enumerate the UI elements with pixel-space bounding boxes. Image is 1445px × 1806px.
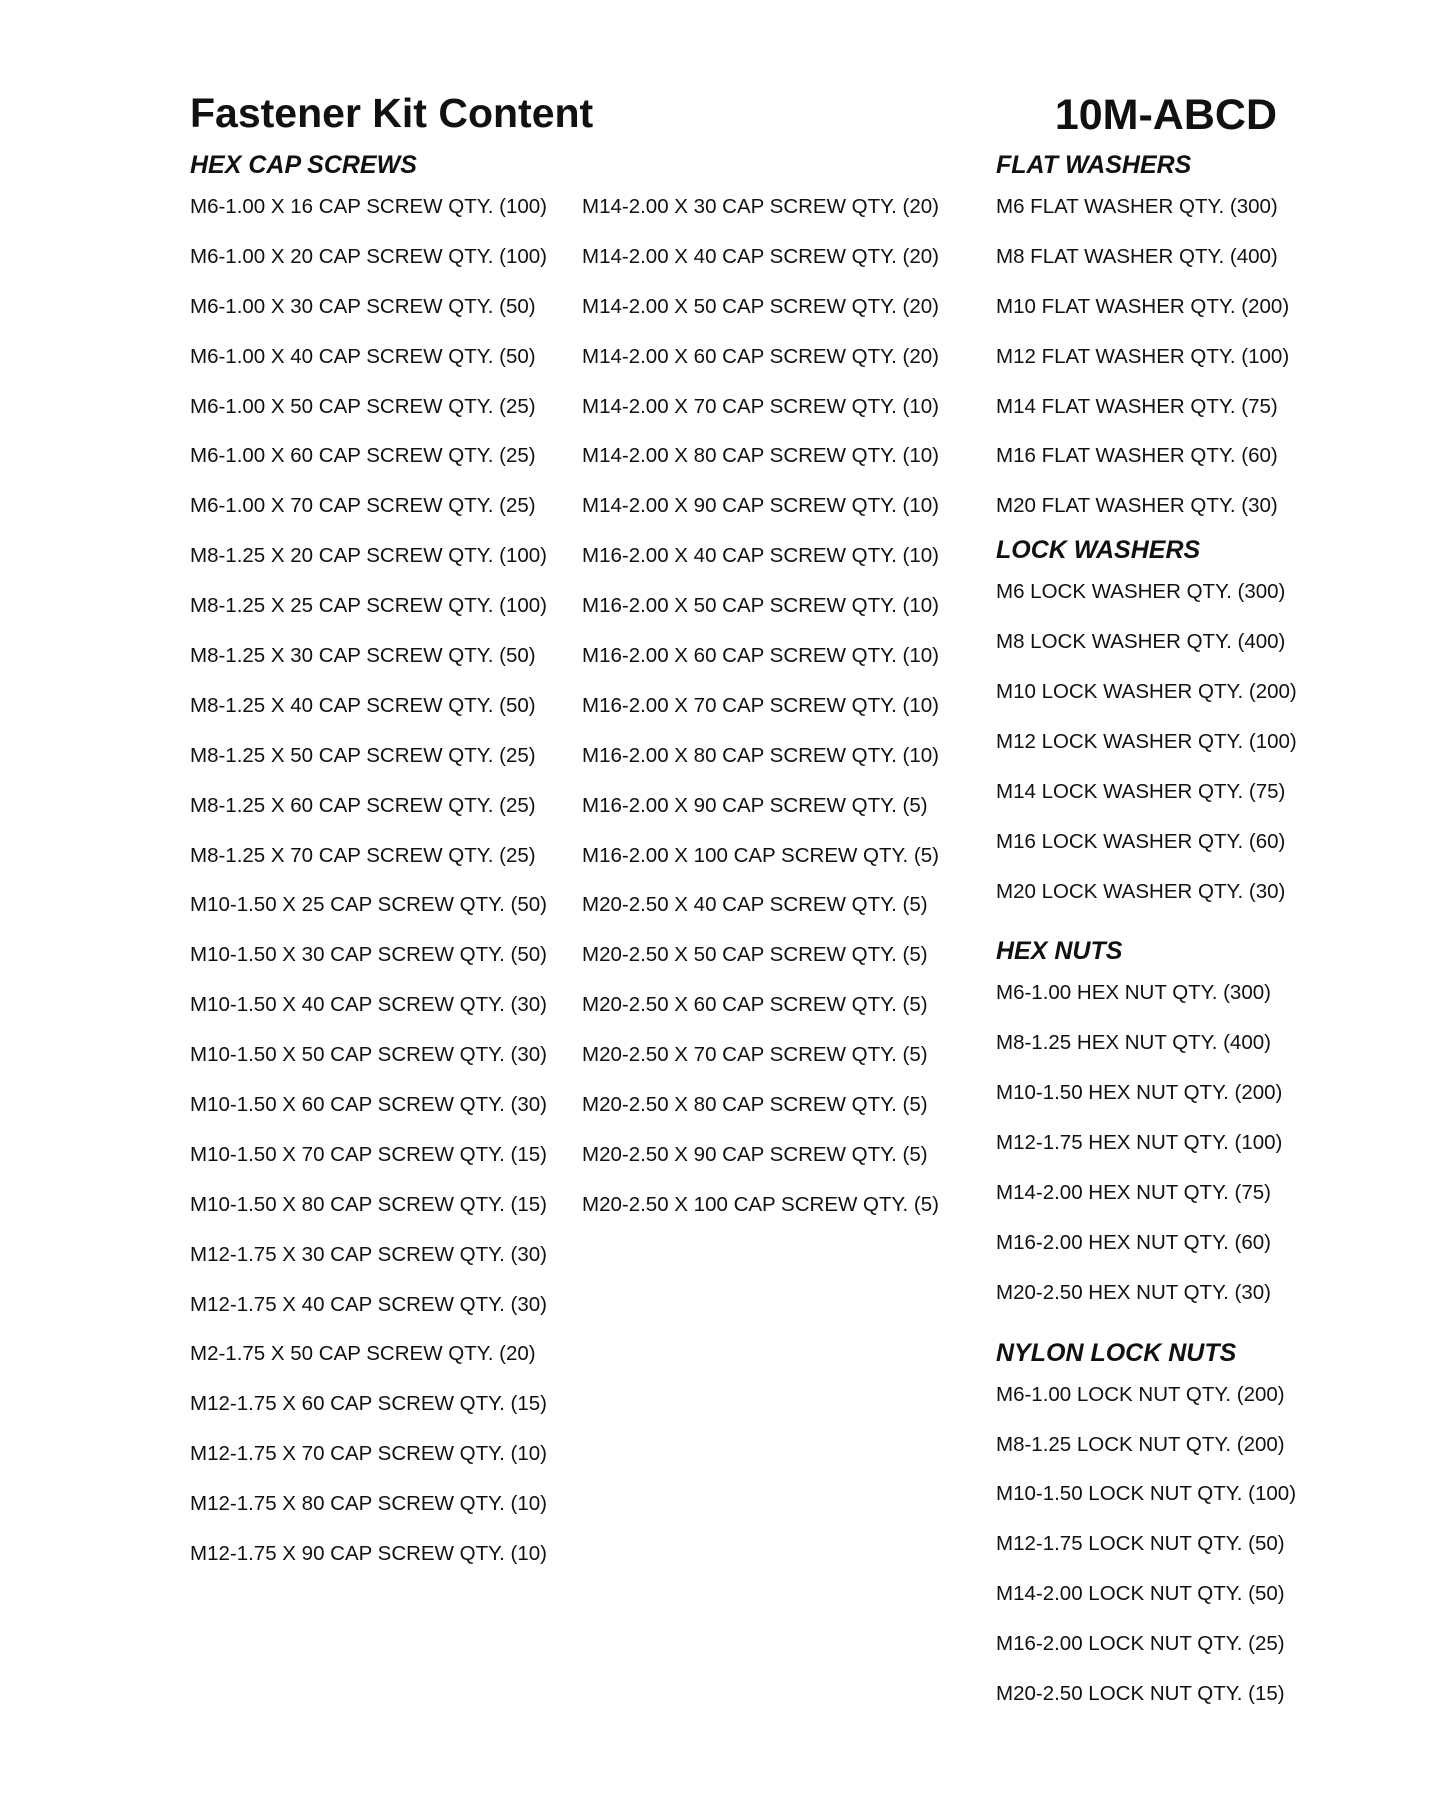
- list-item: M10-1.50 X 25 CAP SCREW QTY. (50): [190, 893, 547, 917]
- list-item: M20-2.50 X 100 CAP SCREW QTY. (5): [582, 1192, 939, 1216]
- list-item: M6 FLAT WASHER QTY. (300): [996, 195, 1278, 218]
- list-item: M14-2.00 LOCK NUT QTY. (50): [996, 1582, 1285, 1606]
- list-item: M12-1.75 X 90 CAP SCREW QTY. (10): [190, 1542, 547, 1566]
- list-item: M8 FLAT WASHER QTY. (400): [996, 244, 1278, 268]
- list-item: M8-1.25 LOCK NUT QTY. (200): [996, 1432, 1285, 1456]
- section-heading-hex-nuts: HEX NUTS: [996, 937, 1123, 966]
- list-item: M6-1.00 HEX NUT QTY. (300): [996, 981, 1271, 1005]
- list-item: M10-1.50 X 80 CAP SCREW QTY. (15): [190, 1192, 547, 1216]
- list-item: M8-1.25 X 25 CAP SCREW QTY. (100): [190, 594, 547, 618]
- section-heading-nylon-lock-nuts: NYLON LOCK NUTS: [996, 1338, 1237, 1367]
- list-item: M12-1.75 HEX NUT QTY. (100): [996, 1131, 1283, 1155]
- list-item: M8-1.25 X 50 CAP SCREW QTY. (25): [190, 743, 536, 767]
- flat-washers-list: [996, 192, 1296, 541]
- list-item: M8-1.25 X 40 CAP SCREW QTY. (50): [190, 693, 536, 717]
- list-item: M6-1.00 X 60 CAP SCREW QTY. (25): [190, 444, 536, 468]
- list-item: M16-2.00 X 80 CAP SCREW QTY. (10): [582, 743, 939, 767]
- list-item: M2-1.75 X 50 CAP SCREW QTY. (20): [190, 1342, 536, 1366]
- list-item: M6-1.00 X 40 CAP SCREW QTY. (50): [190, 344, 536, 368]
- list-item: M8-1.25 HEX NUT QTY. (400): [996, 1031, 1271, 1055]
- list-item: M14-2.00 X 30 CAP SCREW QTY. (20): [582, 195, 939, 218]
- hex-cap-screws-list-1: [190, 192, 570, 1589]
- list-item: M10-1.50 X 70 CAP SCREW QTY. (15): [190, 1142, 547, 1166]
- list-item: M16 LOCK WASHER QTY. (60): [996, 829, 1286, 853]
- list-item: M6-1.00 LOCK NUT QTY. (200): [996, 1382, 1285, 1406]
- list-item: M6-1.00 X 70 CAP SCREW QTY. (25): [190, 494, 536, 518]
- list-item: M14 LOCK WASHER QTY. (75): [996, 779, 1286, 803]
- list-item: M20 LOCK WASHER QTY. (30): [996, 879, 1286, 903]
- list-item: M20-2.50 X 80 CAP SCREW QTY. (5): [582, 1093, 928, 1117]
- hex-cap-screws-list-2: [582, 192, 972, 1240]
- list-item: M20-2.50 X 40 CAP SCREW QTY. (5): [582, 893, 928, 917]
- list-item: M16 FLAT WASHER QTY. (60): [996, 444, 1278, 468]
- list-item: M6-1.00 X 20 CAP SCREW QTY. (100): [190, 244, 547, 268]
- list-item: M16-2.00 X 70 CAP SCREW QTY. (10): [582, 693, 939, 717]
- list-item: M10 LOCK WASHER QTY. (200): [996, 680, 1297, 704]
- list-item: M12 FLAT WASHER QTY. (100): [996, 344, 1290, 368]
- list-item: M12-1.75 X 30 CAP SCREW QTY. (30): [190, 1242, 547, 1266]
- list-item: M8-1.25 X 30 CAP SCREW QTY. (50): [190, 644, 536, 668]
- list-item: M20-2.50 X 50 CAP SCREW QTY. (5): [582, 943, 928, 967]
- list-item: M10-1.50 X 40 CAP SCREW QTY. (30): [190, 993, 547, 1017]
- list-item: M8 LOCK WASHER QTY. (400): [996, 630, 1286, 654]
- list-item: M14-2.00 X 90 CAP SCREW QTY. (10): [582, 494, 939, 518]
- list-item: M12 LOCK WASHER QTY. (100): [996, 729, 1297, 753]
- section-heading-flat-washers: FLAT WASHERS: [996, 151, 1192, 179]
- list-item: M10-1.50 LOCK NUT QTY. (100): [996, 1482, 1297, 1506]
- kit-code: 10M-ABCD: [1054, 91, 1277, 139]
- list-item: M14 FLAT WASHER QTY. (75): [996, 394, 1278, 418]
- column-hex-cap-screws-2: [582, 148, 972, 1240]
- list-item: M8-1.25 X 20 CAP SCREW QTY. (100): [190, 544, 547, 568]
- list-item: M16-2.00 LOCK NUT QTY. (25): [996, 1632, 1285, 1656]
- list-item: M12-1.75 LOCK NUT QTY. (50): [996, 1532, 1285, 1556]
- section-heading-lock-washers: LOCK WASHERS: [996, 536, 1201, 565]
- list-item: M12-1.75 X 60 CAP SCREW QTY. (15): [190, 1392, 547, 1416]
- list-item: M20-2.50 HEX NUT QTY. (30): [996, 1280, 1271, 1304]
- list-item: M16-2.00 X 60 CAP SCREW QTY. (10): [582, 644, 939, 668]
- list-item: M10-1.50 X 50 CAP SCREW QTY. (30): [190, 1043, 547, 1067]
- list-item: M20 FLAT WASHER QTY. (30): [996, 494, 1278, 518]
- nylon-lock-nuts-list: [996, 1380, 1296, 1729]
- section-heading-hex-cap-screws: HEX CAP SCREWS: [190, 151, 417, 179]
- list-item: M14-2.00 X 60 CAP SCREW QTY. (20): [582, 344, 939, 368]
- list-item: M14-2.00 X 80 CAP SCREW QTY. (10): [582, 444, 939, 468]
- list-item: M20-2.50 X 70 CAP SCREW QTY. (5): [582, 1043, 928, 1067]
- list-item: M16-2.00 X 40 CAP SCREW QTY. (10): [582, 544, 939, 568]
- list-item: M8-1.25 X 70 CAP SCREW QTY. (25): [190, 843, 536, 867]
- column-hex-cap-screws-1: [190, 148, 570, 1589]
- list-item: M6-1.00 X 30 CAP SCREW QTY. (50): [190, 294, 536, 318]
- list-item: M16-2.00 X 50 CAP SCREW QTY. (10): [582, 594, 939, 618]
- list-item: M10-1.50 HEX NUT QTY. (200): [996, 1081, 1283, 1105]
- list-item: M6 LOCK WASHER QTY. (300): [996, 580, 1286, 604]
- list-item: M14-2.00 HEX NUT QTY. (75): [996, 1181, 1271, 1205]
- list-item: M6-1.00 X 16 CAP SCREW QTY. (100): [190, 195, 547, 218]
- list-item: M16-2.00 X 90 CAP SCREW QTY. (5): [582, 793, 928, 817]
- list-item: M8-1.25 X 60 CAP SCREW QTY. (25): [190, 793, 536, 817]
- list-item: M16-2.00 HEX NUT QTY. (60): [996, 1230, 1271, 1254]
- list-item: M14-2.00 X 50 CAP SCREW QTY. (20): [582, 294, 939, 318]
- list-item: M6-1.00 X 50 CAP SCREW QTY. (25): [190, 394, 536, 418]
- list-item: M10 FLAT WASHER QTY. (200): [996, 294, 1290, 318]
- column-washers-nuts: [996, 148, 1296, 1729]
- list-item: M16-2.00 X 100 CAP SCREW QTY. (5): [582, 843, 939, 867]
- list-item: M20-2.50 LOCK NUT QTY. (15): [996, 1682, 1285, 1706]
- list-item: M20-2.50 X 60 CAP SCREW QTY. (5): [582, 993, 928, 1017]
- lock-washers-list: [996, 577, 1296, 926]
- page-title: Fastener Kit Content: [190, 90, 594, 136]
- list-item: M12-1.75 X 70 CAP SCREW QTY. (10): [190, 1442, 547, 1466]
- list-item: M14-2.00 X 70 CAP SCREW QTY. (10): [582, 394, 939, 418]
- list-item: M10-1.50 X 60 CAP SCREW QTY. (30): [190, 1093, 547, 1117]
- list-item: M10-1.50 X 30 CAP SCREW QTY. (50): [190, 943, 547, 967]
- list-item: M12-1.75 X 80 CAP SCREW QTY. (10): [190, 1492, 547, 1516]
- list-item: M20-2.50 X 90 CAP SCREW QTY. (5): [582, 1142, 928, 1166]
- list-item: M12-1.75 X 40 CAP SCREW QTY. (30): [190, 1292, 547, 1316]
- list-item: M14-2.00 X 40 CAP SCREW QTY. (20): [582, 244, 939, 268]
- hex-nuts-list: [996, 978, 1296, 1327]
